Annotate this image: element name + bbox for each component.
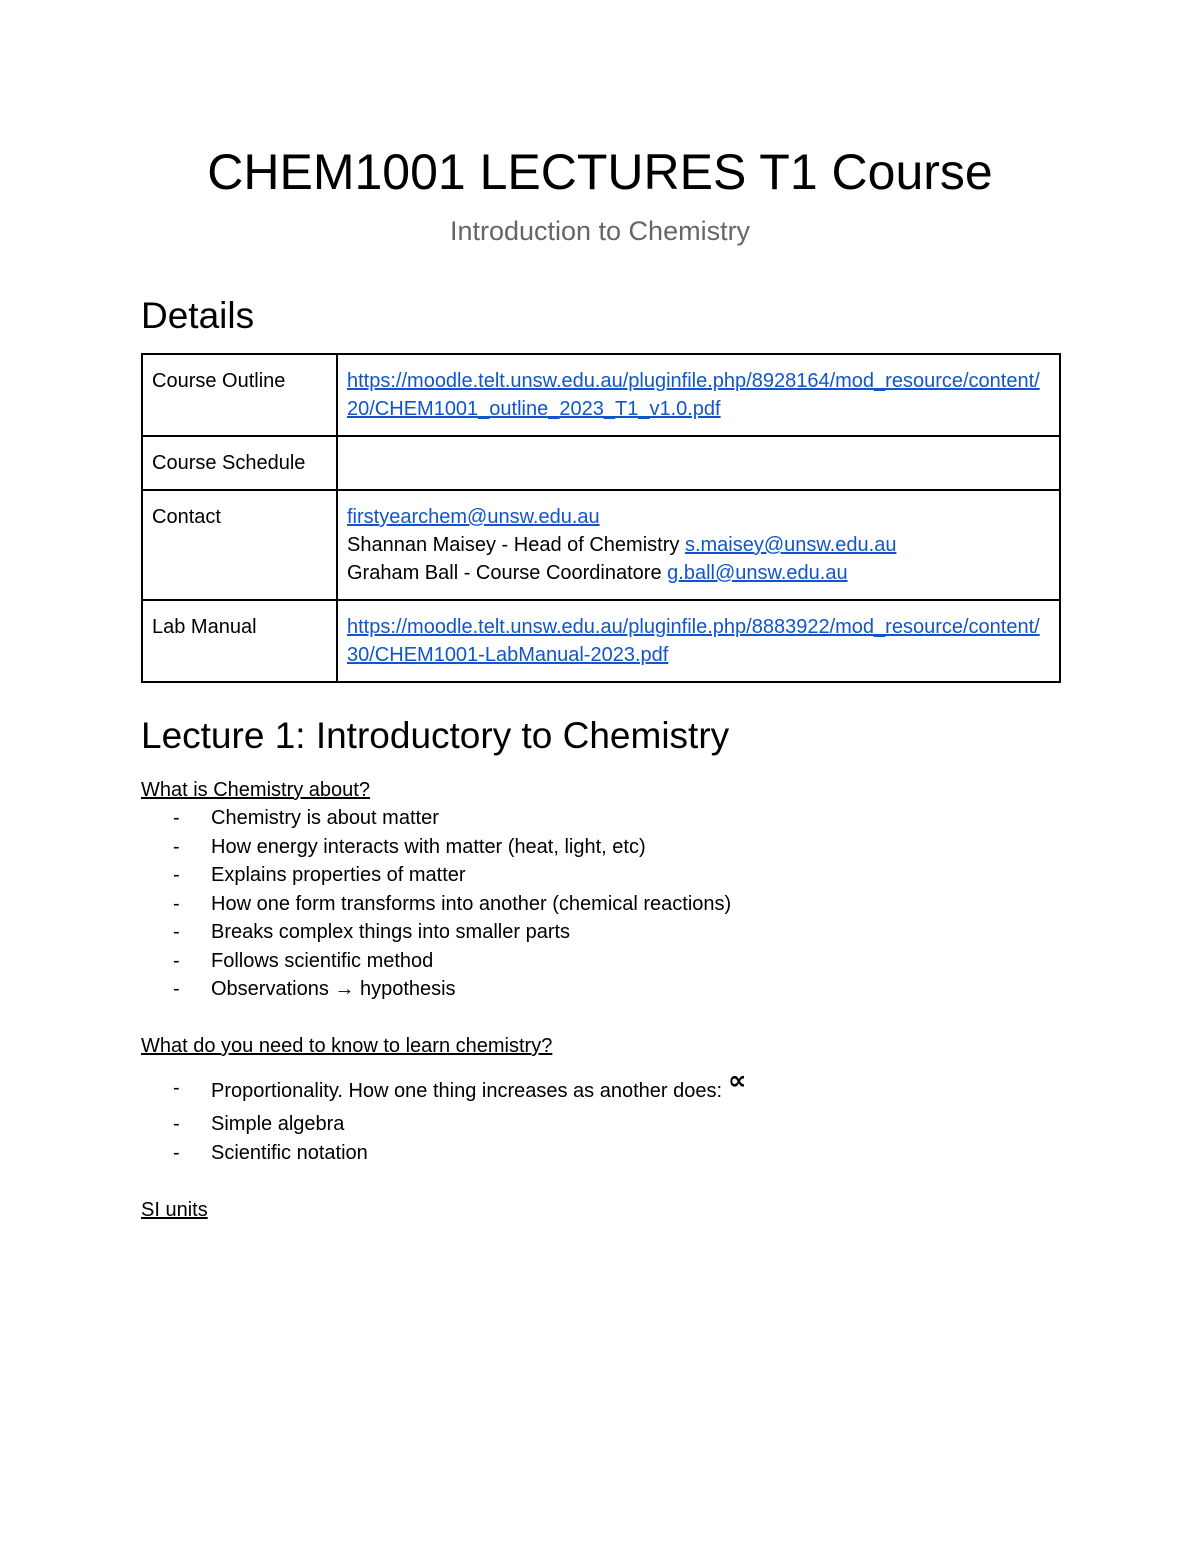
- details-table: [141, 353, 1061, 683]
- section-si-units: [141, 1196, 208, 1224]
- section-what-is-chemistry-heading: What is Chemistry about?: [141, 779, 370, 801]
- dash-bullet: -: [173, 1141, 180, 1164]
- section-what-is-chemistry: [141, 776, 731, 1004]
- details-row-contact: [142, 490, 1060, 600]
- course-outline-link[interactable]: https://moodle.telt.unsw.edu.au/pluginfile.php/8928164/mod_resource/content/20/CHEM1001_outline_2023_T1_v1.0.pdf: [347, 370, 1040, 420]
- details-row-course-schedule: [142, 436, 1060, 490]
- list-item-text: How one form transforms into another (chemical reactions): [211, 892, 732, 915]
- course-outline-value: [337, 354, 1060, 436]
- course-outline-label: Course Outline: [142, 354, 337, 436]
- details-heading: Details: [141, 295, 255, 336]
- dash-bullet: -: [173, 864, 180, 886]
- details-row-course-outline: [142, 354, 1060, 436]
- details-row-lab-manual: [142, 600, 1060, 682]
- course-schedule-label: Course Schedule: [142, 436, 337, 490]
- list-item: [141, 804, 731, 833]
- list-item: [141, 833, 731, 862]
- contact-general-line: [347, 503, 1050, 531]
- contact-coordinator-email-link[interactable]: g.ball@unsw.edu.au: [667, 562, 848, 584]
- list-item: [141, 861, 731, 890]
- lab-manual-link[interactable]: https://moodle.telt.unsw.edu.au/pluginfile.php/8883922/mod_resource/content/30/CHEM1001-LabManual-2023.pdf: [347, 616, 1040, 666]
- list-item-text: Chemistry is about matter: [211, 807, 439, 829]
- dash-bullet: -: [173, 1077, 180, 1099]
- contact-value: [337, 490, 1060, 600]
- lecture-1-heading: Lecture 1: Introductory to Chemistry: [141, 715, 730, 756]
- list-item-text: Breaks complex things into smaller parts: [211, 921, 571, 943]
- list-item: [141, 890, 731, 919]
- list-item: [141, 1065, 747, 1110]
- list-item-text: Scientific notation: [211, 1141, 368, 1164]
- document-title: CHEM1001 LECTURES T1 Course: [207, 144, 993, 200]
- dash-bullet: -: [173, 1113, 180, 1135]
- contact-head-email-link[interactable]: s.maisey@unsw.edu.au: [684, 534, 897, 556]
- lab-manual-label: Lab Manual: [142, 600, 337, 682]
- contact-coordinator-text: Graham Ball - Course Coordinatore: [347, 562, 668, 584]
- contact-coordinator-line: [347, 559, 1050, 587]
- contact-head-text: Shannan Maisey - Head of Chemistry: [347, 534, 685, 556]
- list-item-text: Explains properties of matter: [211, 864, 466, 886]
- what-is-chemistry-list: [141, 804, 731, 1004]
- lab-manual-value: [337, 600, 1060, 682]
- list-item: [141, 1110, 747, 1139]
- contact-general-email-link[interactable]: firstyearchem@unsw.edu.au: [347, 506, 600, 528]
- proportional-symbol-icon: ∝: [728, 1065, 747, 1095]
- list-item: [141, 918, 731, 947]
- list-item: [141, 947, 731, 976]
- list-item-text: Proportionality. How one thing increases as another does:: [211, 1080, 723, 1102]
- dash-bullet: -: [173, 807, 180, 829]
- course-schedule-value: [337, 436, 1060, 490]
- dash-bullet: -: [173, 921, 180, 943]
- list-item: [141, 1139, 747, 1168]
- section-what-to-know-heading: What do you need to know to learn chemistry?: [141, 1035, 553, 1057]
- section-si-units-heading: SI units: [141, 1199, 208, 1221]
- contact-head-line: [347, 531, 1050, 559]
- section-what-to-know: [141, 1032, 747, 1167]
- what-to-know-list: [141, 1065, 747, 1167]
- dash-bullet: -: [173, 892, 180, 915]
- list-item-text: Follows scientific method: [211, 949, 434, 972]
- dash-bullet: -: [173, 978, 180, 1000]
- list-item-text: Simple algebra: [211, 1113, 345, 1135]
- document-subtitle: Introduction to Chemistry: [449, 216, 751, 246]
- list-item-text: Observations → hypothesis: [211, 978, 456, 1000]
- dash-bullet: -: [173, 949, 180, 972]
- list-item: [141, 975, 731, 1004]
- list-item-text: How energy interacts with matter (heat, light, etc): [211, 835, 646, 858]
- dash-bullet: -: [173, 835, 180, 858]
- contact-label: Contact: [142, 490, 337, 600]
